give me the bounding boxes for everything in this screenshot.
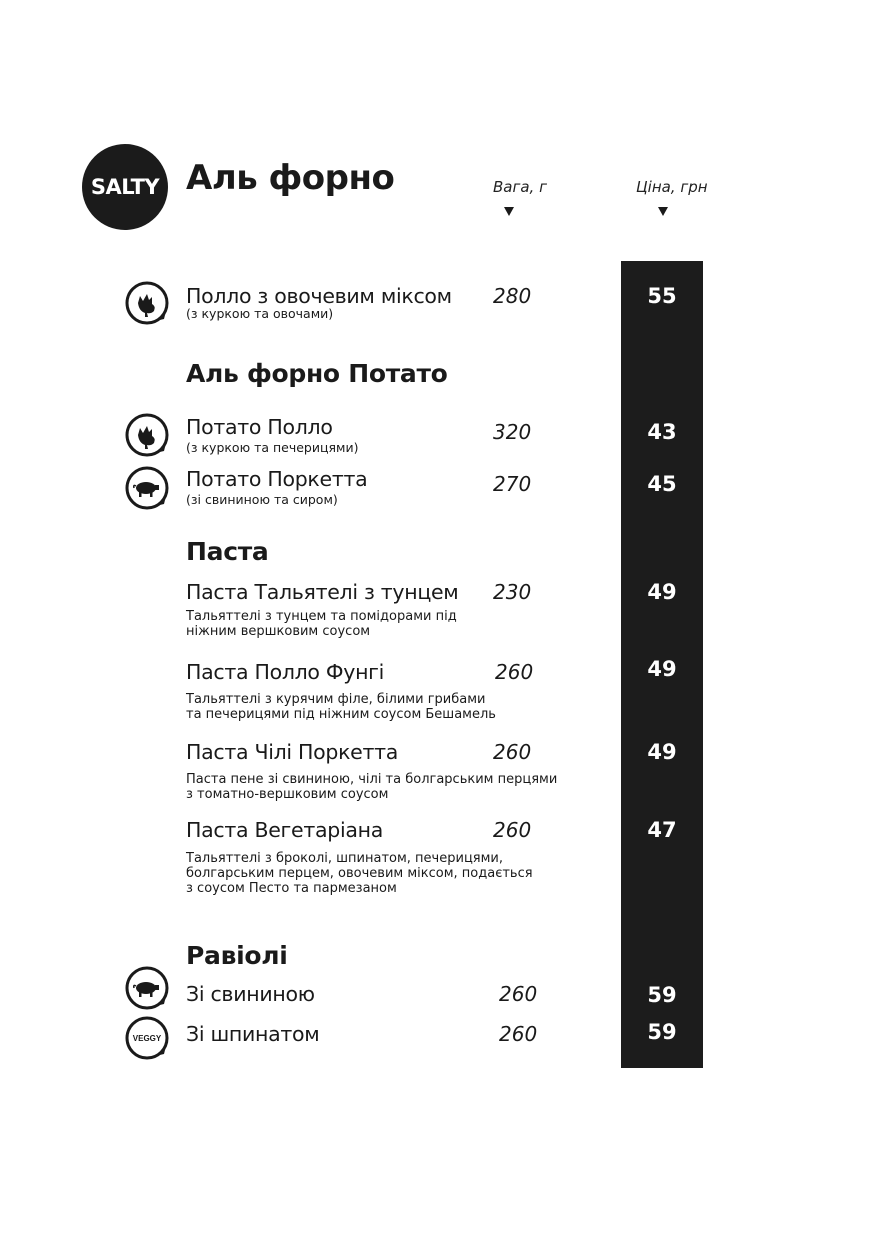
item-name: Паста Чілі Поркетта bbox=[186, 740, 399, 764]
badge-label: SALTY bbox=[90, 175, 160, 199]
item-weight: 260 bbox=[499, 1022, 538, 1046]
chicken-icon bbox=[124, 281, 170, 327]
item-name: Потато Поркетта bbox=[186, 467, 368, 491]
veggy-icon bbox=[124, 1016, 170, 1062]
section-title-potato: Аль форно Потато bbox=[186, 359, 448, 388]
item-subtitle: (з куркою та печерицями) bbox=[186, 440, 359, 455]
item-price: 49 bbox=[647, 580, 677, 604]
item-weight: 260 bbox=[493, 740, 532, 764]
item-name: Паста Вегетаріана bbox=[186, 818, 383, 842]
weight-column-header: Вага, г bbox=[493, 178, 547, 196]
item-price: 45 bbox=[647, 472, 677, 496]
item-name: Потато Полло bbox=[186, 415, 333, 439]
item-price: 49 bbox=[647, 740, 677, 764]
item-price: 47 bbox=[647, 818, 677, 842]
item-weight: 280 bbox=[493, 284, 532, 308]
section-title-pasta: Паста bbox=[186, 537, 269, 566]
veggy-icon-text: VEGGY bbox=[132, 1034, 162, 1043]
item-weight: 230 bbox=[493, 580, 532, 604]
item-name: Полло з овочевим міксом bbox=[186, 284, 452, 308]
salty-badge bbox=[82, 144, 168, 230]
item-description: Тальяттелі з тунцем та помідорами під ніжним вершковим соусом bbox=[186, 609, 457, 639]
item-price: 55 bbox=[647, 284, 677, 308]
item-price: 49 bbox=[647, 657, 677, 681]
chicken-icon bbox=[124, 413, 170, 459]
price-arrow-icon bbox=[658, 207, 668, 216]
item-weight: 260 bbox=[493, 818, 532, 842]
section-title-ravioli: Равіолі bbox=[186, 941, 288, 970]
item-weight: 260 bbox=[495, 660, 534, 684]
price-column-header: Ціна, грн bbox=[636, 178, 708, 196]
item-price: 59 bbox=[647, 1020, 677, 1044]
item-name: Зі свининою bbox=[186, 982, 315, 1006]
item-subtitle: (з куркою та овочами) bbox=[186, 306, 334, 321]
pig-icon bbox=[124, 466, 170, 512]
pig-icon bbox=[124, 966, 170, 1012]
item-description: Тальяттелі з курячим філе, білими грибами та печерицями під ніжним соусом Бешамель bbox=[186, 692, 496, 722]
item-price: 59 bbox=[647, 983, 677, 1007]
item-description: Тальяттелі з броколі, шпинатом, печерицями, болгарським перцем, овочевим міксом, подається з соусом Песто та пармезаном bbox=[186, 851, 533, 896]
item-description: Паста пене зі свининою, чілі та болгарським перцями з томатно-вершковим соусом bbox=[186, 772, 558, 802]
item-weight: 270 bbox=[493, 472, 532, 496]
item-weight: 260 bbox=[499, 982, 538, 1006]
item-price: 43 bbox=[647, 420, 677, 444]
weight-arrow-icon bbox=[504, 207, 514, 216]
item-name: Паста Полло Фунгі bbox=[186, 660, 385, 684]
item-name: Зі шпинатом bbox=[186, 1022, 320, 1046]
item-weight: 320 bbox=[493, 420, 532, 444]
item-name: Паста Тальятелі з тунцем bbox=[186, 580, 459, 604]
item-subtitle: (зі свининою та сиром) bbox=[186, 492, 338, 507]
page-title: Аль форно bbox=[186, 158, 395, 198]
